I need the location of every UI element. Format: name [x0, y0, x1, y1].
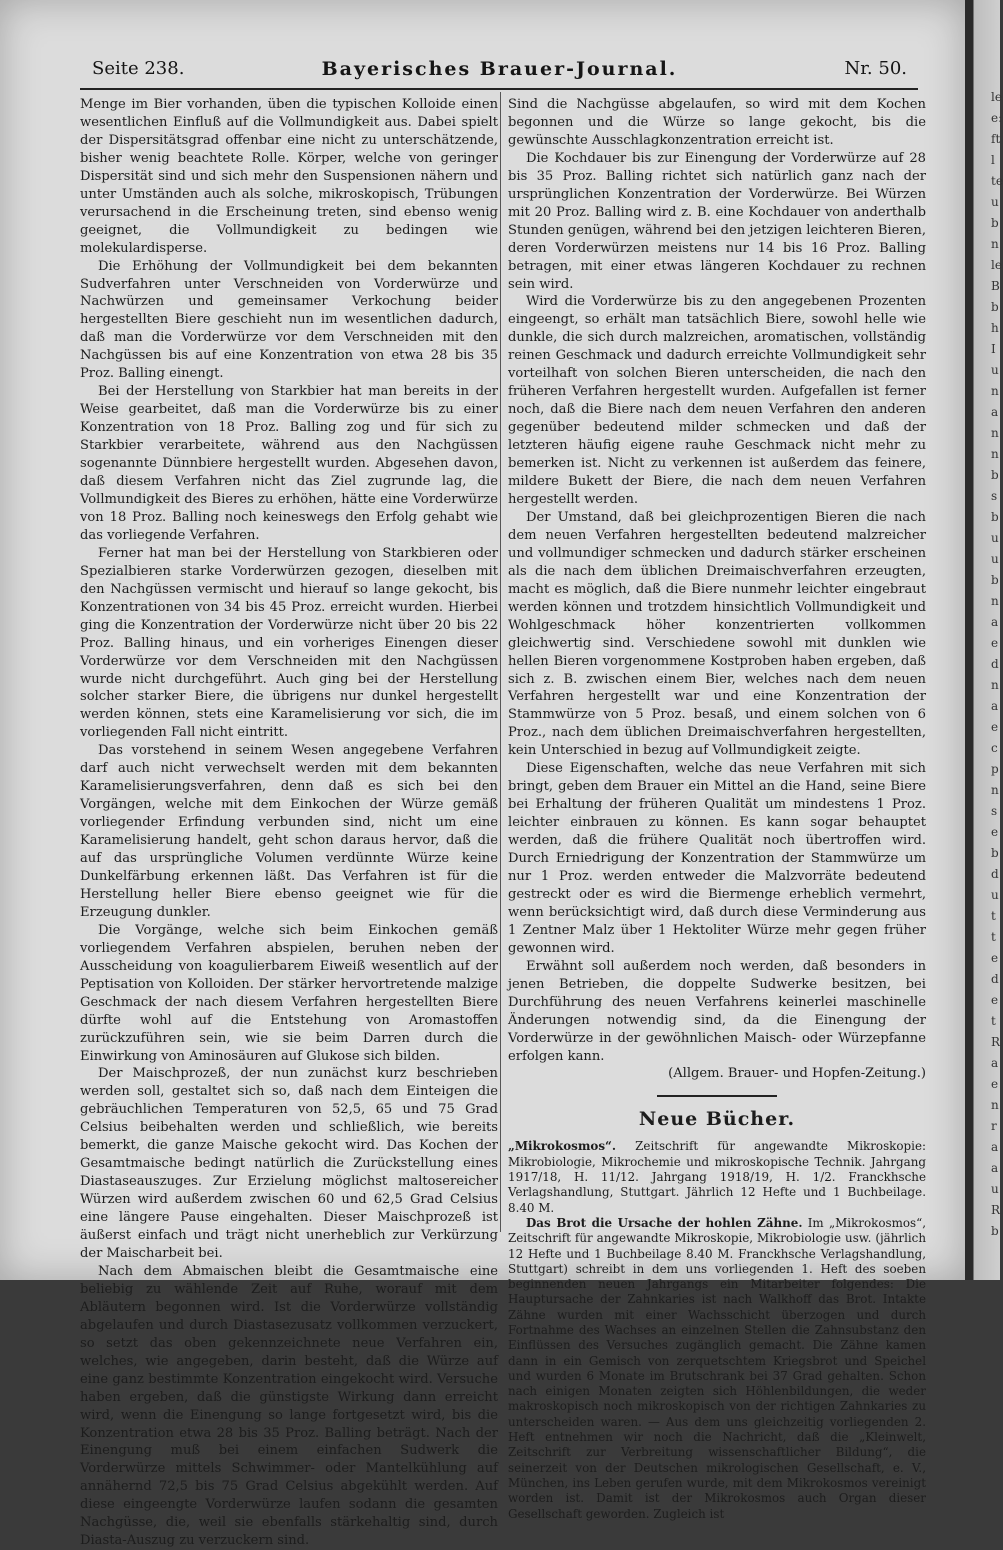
edge-text-fragment: d — [991, 972, 999, 986]
edge-text-fragment: u — [991, 552, 999, 566]
edge-text-fragment: e — [991, 636, 999, 650]
edge-text-fragment: a — [991, 1056, 999, 1070]
edge-text-fragment: u — [991, 888, 999, 902]
header-rule — [80, 88, 918, 90]
issue-number: Nr. 50. — [844, 58, 907, 79]
paragraph: Bei der Herstellung von Starkbier hat man bereits in der Weise gearbeitet, daß man die Vorderwürze bis zu einer Konzentration von 18 Proz. Balling zog und für sich zu Starkbier verarbeitete, während aus den Nachgüssen sogenannte Dünnbiere hergestellt wurden. Abgesehen davon, daß diesem Verfahren nicht das Ziel zugrunde lag, die Vollmundigkeit des Bieres zu erhöhen, hätte eine Vorderwürze von 18 Proz. Balling noch keineswegs den Erfolg gehabt wie das vorliegende Verfahren. — [80, 384, 498, 543]
paragraph: Menge im Bier vorhanden, üben die typischen Kolloide einen wesentlichen Einfluß auf die Vollmundigkeit aus. Dabei spielt der Dispersitätsgrad offenbar eine nicht zu unterschätzende, bisher wenig beachtete Rolle. Körper, welche von geringer Dispersität sind und sich mehr den Suspensionen nähern und unter Umständen auch als solche, mikroskopisch, Trübungen verursachend in die Erscheinung treten, sind ebenso wenig geeignet, die Vollmundigkeit zu bedingen wie molekulardisperse. — [80, 97, 498, 256]
edge-text-fragment: n — [991, 1098, 999, 1112]
edge-text-fragment: u — [991, 195, 999, 209]
edge-text-fragment: b — [991, 1224, 999, 1238]
edge-text-fragment: t — [991, 930, 996, 944]
book-entry — [508, 1139, 926, 1215]
edge-text-fragment: e: — [991, 111, 1003, 125]
paragraph: Ferner hat man bei der Herstellung von Starkbieren oder Spezialbieren starke Vorderwürzen gezogen, dieselben mit den Nachgüssen vermischt und hierauf so lange gekocht, bis Konzentrationen von 34 bis 45 Proz. erreicht wurden. Hierbei ging die Konzentration der Vorderwürze nicht über 20 bis 22 Proz. Balling hinaus, und ein vorheriges Einengen dieser Vorderwürze vor dem Verschneiden mit den Nachgüssen wurde nicht durchgeführt. Auch ging bei der Herstellung solcher starker Biere, die übrigens nur dunkel hergestellt werden können, stets eine Karamelisierung vor sich, die im vorliegenden Fall nicht eintritt. — [80, 545, 498, 741]
book-entry-text: Zeitschrift für angewandte Mikroskopie: Mikrobiologie, Mikrochemie und mikroskopische Technik. Jahrgang 1917/18, H. 11/12. Jahrgang 1918/19, H. 1/2. Franckhsche Verlagshandlung, Stuttgart. Jährlich 12 Hefte und 1 Buchbeilage. 8.40 M. — [508, 1139, 927, 1215]
edge-text-fragment: b — [991, 300, 999, 314]
edge-text-fragment: ft — [991, 132, 1001, 146]
paragraph: Die Vorgänge, welche sich beim Einkochen gemäß vorliegendem Verfahren abspielen, beruhen neben der Ausscheidung von koagulierbarem Eiweiß wesentlich auf der Peptisation von Kolloiden. Der stärker hervortretende malzige Geschmack der nach diesem Verfahren hergestellten Biere dürfte wohl auf die Entstehung von Aromastoffen zurückzuführen sein, wie sie beim Darren durch die Einwirkung von Aminosäuren auf Glukose sich bilden. — [80, 922, 498, 1064]
section-title-new-books: Neue Bücher. — [638, 1108, 796, 1131]
column-divider — [500, 92, 501, 1232]
edge-text-fragment: b — [991, 216, 999, 230]
edge-text-fragment: a — [991, 1161, 999, 1175]
paragraph: Der Umstand, daß bei gleichprozentigen Bieren die nach dem neuen Verfahren hergestellten bedeutend malzreicher und vollmundiger schmecken und dadurch stärker erscheinen als die nach dem üblichen Dreimaischverfahren erzeugten, macht es möglich, daß die Biere nunmehr leichter eingebraut werden können und trotzdem hinsichtlich Vollmundigkeit und Wohlgeschmack höher konzentrierten vollkommen gleichwertig sind. Verschiedene sowohl mit dunklen wie hellen Bieren vorgenommene Kostproben haben ergeben, daß sich z. B. zwischen einem Bier, welches nach dem neuen Verfahren hergestellt war und eine Konzentration der Stammwürze von 5 Proz. besaß, und einem solchen von 6 Proz., nach dem üblichen Dreimaischverfahren hergestellten, kein Unterschied in bezug auf Vollmundigkeit zeigte. — [508, 509, 926, 759]
right-column — [508, 96, 926, 1522]
edge-text-fragment: le — [991, 90, 1002, 104]
edge-text-fragment: b — [991, 846, 999, 860]
edge-text-fragment: n — [991, 594, 999, 608]
edge-text-fragment: a — [991, 405, 999, 419]
edge-text-fragment: e — [991, 951, 999, 965]
edge-text-fragment: B — [991, 279, 1000, 293]
edge-text-fragment: t — [991, 909, 996, 923]
paragraph: Erwähnt soll außerdem noch werden, daß besonders in jenen Betrieben, die doppelte Sudwerke besitzen, bei Durchführung des neuen Verfahrens keinerlei maschinelle Änderungen notwendig sind, da die Einengung der Vorderwürze in der gewöhnlichen Maisch- oder Würzepfanne erfolgen kann. — [508, 958, 926, 1064]
edge-text-fragment: a — [991, 1140, 999, 1154]
edge-text-fragment: te — [991, 174, 1003, 188]
book-entry-name: „Mikrokosmos“. — [508, 1139, 617, 1154]
book-entry-text: Im „Mikrokosmos“, Zeitschrift für angewandte Mikroskopie, Mikrobiologie usw. (jährlich 12 Hefte und 1 Buchbeilage 8.40 M. Franckhsche Verlagshandlung, Stuttgart) schreibt in dem uns vorliegenden 1. Heft des soeben beginnenden neuen Jahrgangs ein Mitarbeiter folgendes: Die Hauptursache der Zahnkaries ist nach Walkhoff das Brot. Intakte Zähne wurden mit einer Wachsschicht überzogen und durch Fortnahme des Wachses an einzelnen Stellen die Zahnsubstanz den Einflüssen des Versuches zugänglich gemacht. Die Zähne kamen dann in ein Gemisch von zerquetschtem Kriegsbrot und Speichel und wurden 6 Monate im Brutschrank bei 37 Grad gehalten. Schon nach einigen Monaten zeigten sich Höhlenbildungen, die weder makroskopisch noch mikroskopisch von der richtigen Zahnkaries zu unterscheiden waren. — Aus dem uns gleichzeitig vorliegenden 2. Heft entnehmen wir noch die Nachricht, daß die „Kleinwelt, Zeitschrift zur Verbreitung wissenschaftlicher Bildung“, die seinerzeit von der Deutschen mikrologischen Gesellschaft, e. V., München, ins Leben gerufen wurde, mit dem Mikrokosmos vereinigt worden ist. Damit ist der Mikrokosmos auch Organ dieser Gesellschaft geworden. Zugleich ist — [508, 1215, 927, 1521]
edge-text-fragment: t — [991, 1014, 996, 1028]
edge-text-fragment: n — [991, 384, 999, 398]
book-entry-title: Das Brot die Ursache der hohlen Zähne. — [526, 1215, 803, 1230]
edge-text-fragment: u — [991, 531, 999, 545]
paragraph: Der Maischprozeß, der nun zunächst kurz beschrieben werden soll, gestaltet sich so, daß nach dem Einteigen die gebräuchlichen Temperaturen von 52,5, 65 und 75 Grad Celsius beibehalten werden und schließlich, wie bereits bemerkt, die ganze Maische gekocht wird. Das Kochen der Gesamtmaische bedingt natürlich die Zurückstellung eines Diastaseauszuges. Zur Erzielung möglichst maltosereicher Würzen wird außerdem zwischen 60 und 62,5 Grad Celsius eine längere Pause eingehalten. Dieser Maischprozeß ist äußerst einfach und trägt nicht unerheblich zur Verkürzung der Maischarbeit bei. — [80, 1066, 498, 1261]
book-entry — [508, 1216, 926, 1522]
edge-text-fragment: n — [991, 426, 999, 440]
adjacent-page-edge — [965, 0, 1003, 1280]
edge-text-fragment: n — [991, 783, 999, 797]
edge-text-fragment: n — [991, 678, 999, 692]
edge-text-fragment: d — [991, 867, 999, 881]
edge-text-fragment: e — [991, 993, 999, 1007]
edge-text-fragment: d — [991, 657, 999, 671]
edge-text-fragment: b — [991, 510, 999, 524]
edge-text-fragment: R — [991, 1203, 1001, 1217]
paragraph: Die Erhöhung der Vollmundigkeit bei dem bekannten Sudverfahren unter Verschneiden von Vorderwürze und Nachwürzen und gemeinsamer Verkochung beider hergestellten Biere geschieht nun im wesentlichen dadurch, daß man die Vorderwürze vor dem Verschneiden mit den Nachgüssen bis auf eine Konzentration von etwa 28 bis 35 Proz. Balling einengt. — [80, 258, 498, 382]
edge-text-fragment: s — [991, 489, 998, 503]
edge-text-fragment: p — [991, 762, 999, 776]
edge-text-fragment: l — [991, 153, 995, 167]
edge-text-fragment: le — [991, 258, 1002, 272]
paragraph: Diese Eigenschaften, welche das neue Verfahren mit sich bringt, geben dem Brauer ein Mittel an die Hand, seine Biere bei Erhaltung der früheren Qualität um mindestens 1 Proz. leichter einbrauen zu können. Es kann sogar behauptet werden, daß die frühere Qualität noch übertroffen wird. Durch Erniedrigung der Konzentration der Stammwürze um nur 1 Proz. werden entweder die Malzvorräte bedeutend gestreckt oder es wird die Biermenge erheblich vermehrt, wenn berücksichtigt wird, daß durch diese Verminderung aus 1 Zentner Malz über 1 Hektoliter Würze mehr gegen früher gewonnen wird. — [508, 761, 926, 956]
edge-text-fragment: s — [991, 804, 998, 818]
edge-text-fragment: n — [991, 447, 999, 461]
edge-text-fragment: n — [991, 237, 999, 251]
edge-text-fragment: b — [991, 573, 999, 587]
page-number: Seite 238. — [92, 58, 185, 79]
edge-text-fragment: a — [991, 699, 999, 713]
edge-text-fragment: e — [991, 1077, 999, 1091]
edge-text-fragment: u — [991, 363, 999, 377]
edge-text-fragment: I — [991, 342, 996, 356]
paragraph: Wird die Vorderwürze bis zu den angegebenen Prozenten eingeengt, so erhält man tatsächlich Biere, sowohl helle wie dunkle, die sich durch malzreichen, aromatischen, vollständig reinen Geschmack und dadurch erreichte Vollmundigkeit sehr vorteilhaft von solchen Bieren unterscheiden, die nach den früheren Verfahren hergestellt wurden. Aufgefallen ist ferner noch, daß die Biere nach dem neuen Verfahren den anderen gegenüber bedeutend milder schmecken und daß der letzteren häufig eigene rauhe Geschmack nicht mehr zu bemerken ist. Nicht zu verkennen ist außerdem das feinere, mildere Bukett der Biere, die nach dem neuen Verfahren hergestellt werden. — [508, 294, 926, 507]
journal-title: Bayerisches Brauer-Journal. — [321, 58, 678, 80]
paragraph: Sind die Nachgüsse abgelaufen, so wird mit dem Kochen begonnen und die Würze so lange gekocht, bis die gewünschte Ausschlagkonzentration erreicht ist. — [508, 97, 926, 148]
edge-text-fragment: h — [991, 321, 999, 335]
left-column — [80, 96, 498, 1550]
edge-text-fragment: a — [991, 615, 999, 629]
edge-text-fragment: r — [991, 1119, 997, 1133]
page-header — [92, 58, 907, 84]
edge-text-fragment: u — [991, 1182, 999, 1196]
book-reviews — [508, 1139, 926, 1521]
paragraph: Die Kochdauer bis zur Einengung der Vorderwürze auf 28 bis 35 Proz. Balling richtet sich natürlich ganz nach der ursprünglichen Konzentration der Vorderwürze. Bei Würzen mit 20 Proz. Balling wird z. B. eine Kochdauer von anderthalb Stunden genügen, während bei den jetzigen leichteren Bieren, deren Vorderwürzen meistens nur 14 bis 16 Proz. Balling betragen, mit einer etwas längeren Kochdauer zu rechnen sein wird. — [508, 150, 926, 292]
source-citation: (Allgem. Brauer- und Hopfen-Zeitung.) — [668, 1066, 926, 1082]
edge-text-fragment: c — [991, 741, 998, 755]
paragraph: Das vorstehend in seinem Wesen angegebene Verfahren darf auch nicht verwechselt werden mit dem bekannten Karamelisierungsverfahren, denn daß es sich bei den Vorgängen, welche mit dem Einkochen der Würze gemäß vorliegender Erfindung verbunden sind, nicht um eine Karamelisierung handelt, geht schon daraus hervor, daß die auf das ursprüngliche Volumen verdünnte Würze keine Dunkelfärbung erkennen läßt. Das Verfahren ist für die Herstellung heller Biere ebenso geeignet wie für die Erzeugung dunkler. — [80, 743, 498, 920]
edge-text-fragment: e — [991, 720, 999, 734]
edge-text-fragment: R — [991, 1035, 1001, 1049]
edge-text-fragment: e — [991, 825, 999, 839]
edge-text-fragment: b — [991, 468, 999, 482]
section-rule — [657, 1095, 777, 1097]
paragraph: Nach dem Abmaischen bleibt die Gesamtmaische eine beliebig zu wählende Zeit auf Ruhe, worauf mit dem Abläutern begonnen wird. Ist die Vorderwürze vollständig abgelaufen und durch Diastasezusatz vollkommen verzuckert, so setzt das oben gekennzeichnete neue Verfahren ein, welches, wie angegeben, darin besteht, daß die Würze auf eine ganz bestimmte Konzentration eingekocht wird. Versuche haben ergeben, daß die günstigste Wirkung dann erreicht wird, wenn die Einengung so lange fortgesetzt wird, bis die Konzentration etwa 28 bis 35 Proz. Balling beträgt. Nach der Einengung muß bei einem einfachen Sudwerk die Vorderwürze mittels Schwimmer- oder Mantelkühlung auf annähernd 72,5 bis 75 Grad Celsius abgekühlt werden. Auf diese eingeengte Vorderwürze laufen sodann die gesamten Nachgüsse, die, weil sie ebenfalls stärkehaltig sind, durch Diasta-Auszug zu verzuckern sind. — [80, 1263, 498, 1549]
